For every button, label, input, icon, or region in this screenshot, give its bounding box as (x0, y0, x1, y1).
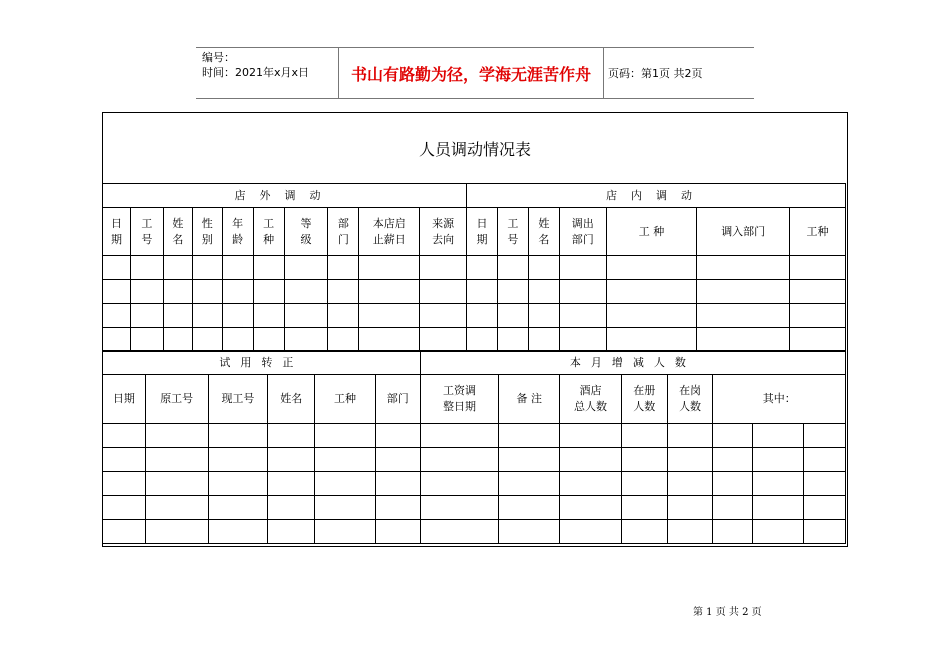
table-cell[interactable] (103, 472, 146, 496)
table-cell[interactable] (804, 472, 846, 496)
column-header: 工 种 (606, 208, 697, 256)
table-cell[interactable] (130, 304, 163, 328)
column-header: 在册 人数 (621, 375, 667, 424)
table-cell[interactable] (467, 256, 498, 280)
table-cell[interactable] (559, 304, 606, 328)
number-label: 编号： (202, 51, 235, 64)
table-cell[interactable] (621, 520, 667, 544)
table-row (103, 496, 846, 520)
table-cell[interactable] (145, 448, 208, 472)
table-cell[interactable] (420, 304, 467, 328)
table-cell[interactable] (268, 472, 315, 496)
section-external-transfer: 店外调动 (103, 184, 467, 208)
table-cell[interactable] (621, 424, 667, 448)
table-cell[interactable] (103, 424, 146, 448)
table-cell[interactable] (375, 448, 420, 472)
table-cell[interactable] (790, 256, 846, 280)
table-cell[interactable] (667, 496, 713, 520)
table-cell[interactable] (359, 304, 420, 328)
column-header: 备 注 (499, 375, 560, 424)
table-cell[interactable] (753, 520, 804, 544)
table-cell[interactable] (499, 472, 560, 496)
table-cell[interactable] (804, 424, 846, 448)
table-cell[interactable] (222, 280, 253, 304)
column-header: 工 号 (130, 208, 163, 256)
table-cell[interactable] (103, 448, 146, 472)
table-cell[interactable] (420, 472, 499, 496)
table-cell[interactable] (713, 496, 753, 520)
column-header: 部门 (375, 375, 420, 424)
table-row (103, 304, 846, 328)
table-cell[interactable] (328, 256, 359, 280)
column-header: 姓名 (268, 375, 315, 424)
table-cell[interactable] (103, 280, 131, 304)
column-header: 年 龄 (222, 208, 253, 256)
table-cell[interactable] (208, 472, 268, 496)
table-cell[interactable] (315, 520, 376, 544)
table-cell[interactable] (253, 280, 284, 304)
table-cell[interactable] (130, 328, 163, 352)
table-cell[interactable] (713, 448, 753, 472)
column-header: 姓 名 (163, 208, 192, 256)
table-cell[interactable] (192, 328, 222, 352)
table-cell[interactable] (222, 256, 253, 280)
table-cell[interactable] (130, 256, 163, 280)
table-cell[interactable] (528, 280, 559, 304)
table-cell[interactable] (208, 496, 268, 520)
table-cell[interactable] (420, 496, 499, 520)
table-cell[interactable] (697, 328, 790, 352)
table-cell[interactable] (268, 520, 315, 544)
table-cell[interactable] (497, 280, 528, 304)
table-cell[interactable] (375, 520, 420, 544)
table-header-row (103, 375, 846, 424)
column-header: 日 期 (467, 208, 498, 256)
table-cell[interactable] (667, 424, 713, 448)
table-cell[interactable] (528, 328, 559, 352)
probation-table (102, 350, 846, 544)
time-label: 时间：2021年x月x日 (202, 66, 310, 79)
table-cell[interactable] (103, 304, 131, 328)
table-cell[interactable] (697, 304, 790, 328)
table-cell[interactable] (328, 304, 359, 328)
section-internal-transfer: 店内调动 (467, 184, 846, 208)
table-cell[interactable] (145, 472, 208, 496)
table-cell[interactable] (606, 280, 697, 304)
table-cell[interactable] (420, 280, 467, 304)
table-cell[interactable] (560, 448, 622, 472)
table-cell[interactable] (621, 496, 667, 520)
table-cell[interactable] (559, 328, 606, 352)
table-cell[interactable] (268, 424, 315, 448)
table-cell[interactable] (560, 472, 622, 496)
table-cell[interactable] (359, 256, 420, 280)
transfer-table (102, 183, 846, 352)
page-footer: 第 1 页 共 2 页 (693, 607, 762, 618)
table-cell[interactable] (667, 472, 713, 496)
table-cell[interactable] (359, 280, 420, 304)
table-cell[interactable] (192, 256, 222, 280)
table-cell[interactable] (713, 520, 753, 544)
table-cell[interactable] (359, 328, 420, 352)
table-row (103, 424, 846, 448)
table-cell[interactable] (621, 448, 667, 472)
column-header: 工 号 (497, 208, 528, 256)
table-cell[interactable] (499, 424, 560, 448)
column-header: 来源 去向 (420, 208, 467, 256)
table-row (103, 520, 846, 544)
table-cell[interactable] (753, 496, 804, 520)
table-cell[interactable] (208, 520, 268, 544)
table-cell[interactable] (713, 424, 753, 448)
table-cell[interactable] (420, 256, 467, 280)
table-cell[interactable] (560, 496, 622, 520)
table-cell[interactable] (375, 472, 420, 496)
column-header: 其中： (713, 375, 846, 424)
table-cell[interactable] (804, 520, 846, 544)
table-cell[interactable] (790, 328, 846, 352)
table-cell[interactable] (753, 448, 804, 472)
column-header: 日期 (103, 375, 146, 424)
table-cell[interactable] (528, 304, 559, 328)
table-cell[interactable] (375, 424, 420, 448)
column-header: 调出 部门 (559, 208, 606, 256)
table-cell[interactable] (103, 520, 146, 544)
table-cell[interactable] (667, 520, 713, 544)
column-header: 工种 (790, 208, 846, 256)
table-cell[interactable] (192, 280, 222, 304)
column-header: 日 期 (103, 208, 131, 256)
form-title: 人员调动情况表 (418, 140, 531, 159)
column-header: 现工号 (208, 375, 268, 424)
table-cell[interactable] (253, 256, 284, 280)
table-cell[interactable] (667, 448, 713, 472)
table-cell[interactable] (467, 304, 498, 328)
table-cell[interactable] (192, 304, 222, 328)
table-cell[interactable] (268, 496, 315, 520)
column-header: 酒店 总人数 (560, 375, 622, 424)
header-meta (196, 48, 338, 98)
table-cell[interactable] (420, 520, 499, 544)
table-cell[interactable] (606, 328, 697, 352)
table-cell[interactable] (163, 328, 192, 352)
table-cell[interactable] (467, 280, 498, 304)
table-cell[interactable] (804, 496, 846, 520)
table-cell[interactable] (163, 280, 192, 304)
table-cell[interactable] (284, 304, 328, 328)
table-cell[interactable] (560, 520, 622, 544)
section-headcount-change: 本月增减人数 (420, 351, 845, 375)
table-cell[interactable] (499, 520, 560, 544)
table-cell[interactable] (420, 448, 499, 472)
table-cell[interactable] (497, 328, 528, 352)
table-cell[interactable] (103, 256, 131, 280)
table-cell[interactable] (163, 256, 192, 280)
table-cell[interactable] (145, 520, 208, 544)
table-row (103, 256, 846, 280)
table-cell[interactable] (145, 424, 208, 448)
column-header: 本店启 止薪日 (359, 208, 420, 256)
table-cell[interactable] (284, 256, 328, 280)
table-cell[interactable] (606, 256, 697, 280)
table-cell[interactable] (208, 448, 268, 472)
table-cell[interactable] (253, 328, 284, 352)
table-cell[interactable] (753, 472, 804, 496)
table-cell[interactable] (253, 304, 284, 328)
table-cell[interactable] (420, 328, 467, 352)
table-cell[interactable] (208, 424, 268, 448)
table-cell[interactable] (375, 496, 420, 520)
table-cell[interactable] (222, 304, 253, 328)
table-cell[interactable] (528, 256, 559, 280)
table-cell[interactable] (497, 304, 528, 328)
table-header-row (103, 208, 846, 256)
table-cell[interactable] (621, 472, 667, 496)
column-header: 部 门 (328, 208, 359, 256)
column-header: 在岗 人数 (667, 375, 713, 424)
table-cell[interactable] (697, 256, 790, 280)
table-cell[interactable] (420, 424, 499, 448)
table-cell[interactable] (103, 496, 146, 520)
table-row (103, 328, 846, 352)
column-header: 性 别 (192, 208, 222, 256)
table-row (103, 280, 846, 304)
section-probation: 试用转正 (103, 351, 421, 375)
column-header: 工种 (315, 375, 376, 424)
table-cell[interactable] (284, 328, 328, 352)
column-header: 等 级 (284, 208, 328, 256)
table-cell[interactable] (559, 256, 606, 280)
column-header: 工资调 整日期 (420, 375, 499, 424)
table-cell[interactable] (222, 328, 253, 352)
table-cell[interactable] (315, 448, 376, 472)
table-cell[interactable] (467, 328, 498, 352)
table-cell[interactable] (499, 448, 560, 472)
table-cell[interactable] (268, 448, 315, 472)
table-cell[interactable] (753, 424, 804, 448)
table-cell[interactable] (315, 424, 376, 448)
column-header: 工 种 (253, 208, 284, 256)
transfer-form (102, 112, 848, 547)
table-cell[interactable] (315, 472, 376, 496)
column-header: 调入部门 (697, 208, 790, 256)
table-row (103, 472, 846, 496)
table-cell[interactable] (804, 448, 846, 472)
table-cell[interactable] (103, 328, 131, 352)
header-motto: 书山有路勤为径，学海无涯苦作舟 (338, 48, 604, 98)
table-cell[interactable] (284, 280, 328, 304)
table-cell[interactable] (560, 424, 622, 448)
table-cell[interactable] (713, 472, 753, 496)
table-cell[interactable] (790, 280, 846, 304)
header-page-label: 页码：第1页 共2页 (608, 67, 703, 80)
document-header (196, 47, 754, 99)
column-header: 姓 名 (528, 208, 559, 256)
column-header: 原工号 (145, 375, 208, 424)
table-cell[interactable] (606, 304, 697, 328)
table-cell[interactable] (130, 280, 163, 304)
table-cell[interactable] (163, 304, 192, 328)
table-cell[interactable] (145, 496, 208, 520)
table-cell[interactable] (697, 280, 790, 304)
table-row (103, 448, 846, 472)
table-cell[interactable] (497, 256, 528, 280)
table-cell[interactable] (499, 496, 560, 520)
table-cell[interactable] (315, 496, 376, 520)
table-cell[interactable] (790, 304, 846, 328)
table-cell[interactable] (559, 280, 606, 304)
table-cell[interactable] (328, 280, 359, 304)
table-cell[interactable] (328, 328, 359, 352)
